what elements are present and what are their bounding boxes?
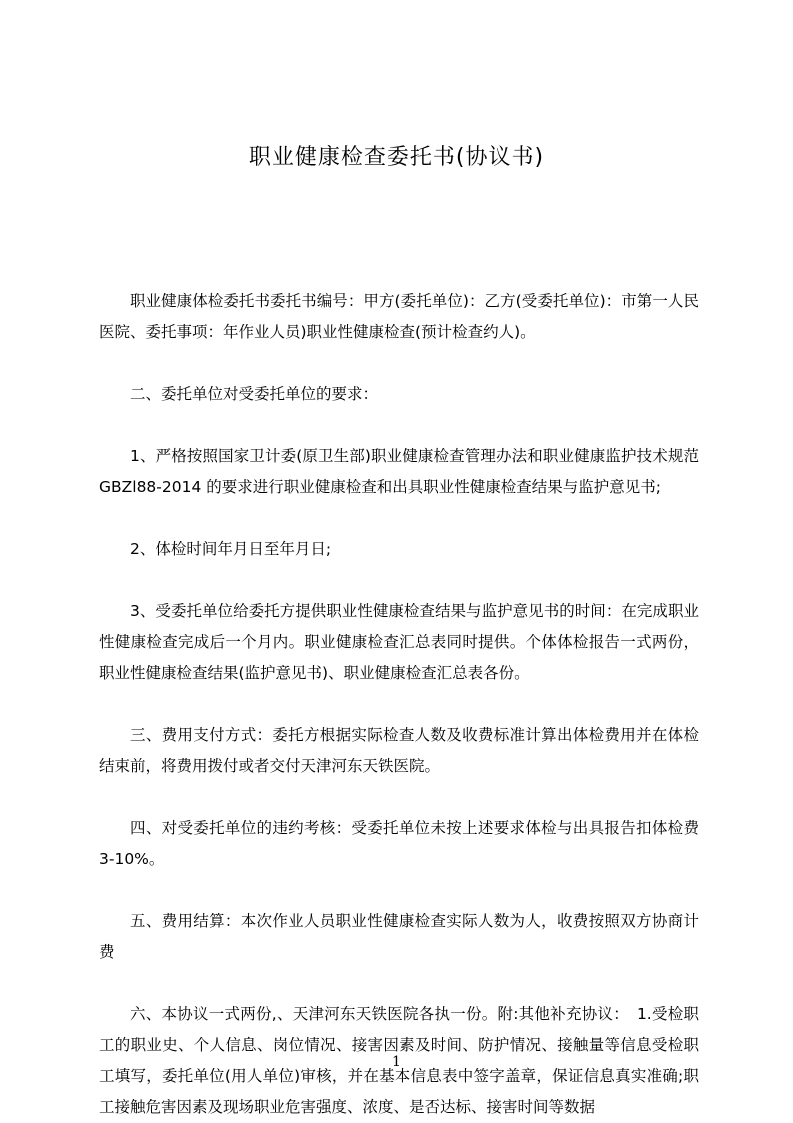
paragraph-requirement-2: 2、体检时间年月日至年月日; [130,540,332,558]
paragraph-breach-assessment: 四、对受委托单位的违约考核：受委托单位未按上述要求体检与出具报告扣体检费 3-10%。 [99,819,699,868]
paragraph-agreement-copies: 六、本协议一式两份,、天津河东天铁医院各执一份。附:其他补充协议： 1.受检职工的职业史、个人信息、岗位情况、接害因素及时间、防护情况、接触量等信息受检职工填写，委托单位(用人单位)审核，并在基本信息表中签字盖章，保证信息真实准确;职工接触危害因素及现场职业危害强度、浓度、是否达标、接害时间等数据 [99,1005,699,1116]
paragraph-section-2-heading: 二、委托单位对受委托单位的要求： [130,385,379,403]
paragraph-payment-method: 三、费用支付方式：委托方根据实际检查人数及收费标准计算出体检费用并在体检结束前，将费用拨付或者交付天津河东天铁医院。 [99,726,699,775]
paragraph-requirement-3: 3、受委托单位给委托方提供职业性健康检查结果与监护意见书的时间：在完成职业性健康检查完成后一个月内。职业健康检查汇总表同时提供。个体体检报告一式两份，职业性健康检查结果(监护意见书)、职业健康检查汇总表各份。 [99,602,699,682]
document-title: 职业健康检查委托书(协议书) [248,145,545,170]
document-body [99,286,699,1123]
paragraph-intro: 职业健康体检委托书委托书编号：甲方(委托单位)：乙方(受委托单位)：市第一人民医院、委托事项：年作业人员)职业性健康检查(预计检查约人)。 [99,292,699,341]
paragraph-requirement-1: 1、严格按照国家卫计委(原卫生部)职业健康检查管理办法和职业健康监护技术规范 GBZl88-2014 的要求进行职业健康检查和出具职业性健康检查结果与监护意见书; [99,447,699,496]
paragraph-fee-settlement: 五、费用结算：本次作业人员职业性健康检查实际人数为人，收费按照双方协商计费 [99,912,699,961]
page-number: 1 [392,1054,401,1070]
